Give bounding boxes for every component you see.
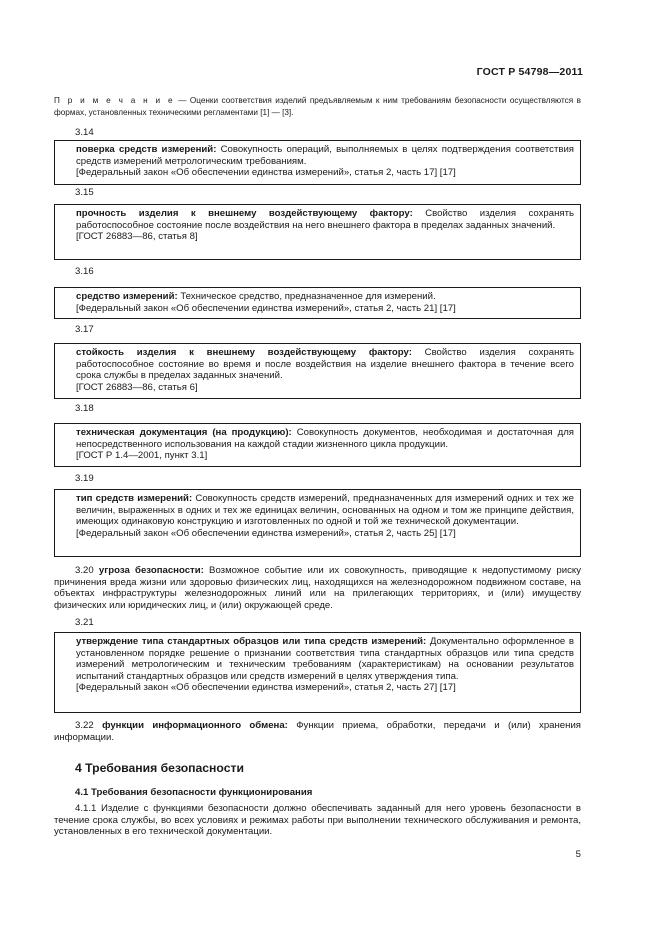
term-name: средство измерений:	[76, 291, 178, 302]
note-label: П р и м е ч а н и е	[54, 96, 175, 105]
term-definition-box	[54, 287, 581, 319]
term-definition: Документально оформленное в установленном порядке решение о признании соответствия типа стандартных образцов или типа средств измерений метрологическим и техническим требованиям (характеристикам) на основании результатов испытаний стандартных образцов или средств измерений в целях утверждения типа.	[76, 636, 574, 682]
term-source: [ГОСТ 26883—86, статья 8]	[76, 231, 198, 243]
term-source: [Федеральный закон «Об обеспечении единства измерений», статья 2, часть 25] [17]	[76, 527, 456, 539]
term-name: функции информационного обмена:	[102, 720, 288, 731]
term-paragraph	[54, 720, 581, 743]
term-name: угроза безопасности:	[98, 565, 204, 576]
term-definition: Совокупность документов, необходимая и достаточная для непосредственного использования на каждой стадии жизненного цикла продукции.	[76, 427, 574, 450]
term-definition-box	[54, 632, 581, 713]
subsection-heading: 4.1 Требования безопасности функционирования	[75, 787, 313, 798]
term-number: 3.21	[75, 617, 94, 628]
term-name: техническая документация (на продукцию):	[76, 427, 292, 438]
term-text	[76, 208, 574, 231]
term-text	[76, 291, 436, 302]
term-definition-box	[54, 140, 581, 185]
term-source: [Федеральный закон «Об обеспечении единства измерений», статья 2, часть 21] [17]	[76, 302, 456, 314]
term-number: 3.19	[75, 473, 94, 484]
term-text	[76, 427, 574, 450]
term-definition-box	[54, 423, 581, 467]
term-definition: Техническое средство, предназначенное для измерений.	[177, 291, 436, 302]
term-source: [ГОСТ Р 1.4—2001, пункт 3.1]	[76, 450, 208, 462]
document-header: ГОСТ Р 54798—2011	[476, 66, 583, 78]
section-heading: 4 Требования безопасности	[75, 761, 244, 775]
term-definition: Свойство изделия сохранять работоспособное состояние после воздействия на него внешнего фактора в пределах заданных значений.	[76, 208, 574, 231]
term-name: утверждение типа стандартных образцов или типа средств измерений:	[76, 636, 427, 647]
term-definition-box	[54, 204, 581, 260]
note-paragraph	[54, 95, 581, 119]
term-definition-box	[54, 343, 581, 399]
term-name: прочность изделия к внешнему воздействующему фактору:	[76, 208, 413, 219]
term-definition: Функции приема, обработки, передачи и (или) хранения информации.	[54, 720, 581, 743]
term-text	[76, 347, 574, 381]
term-definition: Совокупность операций, выполняемых в целях подтверждения соответствия средств измерений метрологическим требованиям.	[76, 144, 575, 167]
term-source: [Федеральный закон «Об обеспечении единства измерений», статья 2, часть 27] [17]	[76, 682, 456, 694]
term-number: 3.16	[75, 266, 94, 277]
term-source: [Федеральный закон «Об обеспечении единства измерений», статья 2, часть 17] [17]	[76, 167, 456, 179]
term-definition: Свойство изделия сохранять работоспособное состояние во время и после воздействия на изделие внешнего фактора в течение всего срока службы в пределах заданных значений.	[76, 347, 574, 382]
term-definition-box	[54, 489, 581, 557]
note-text: — Оценки соответствия изделий предъявляемым к ним требованиям безопасности осуществляются в формах, установленных техническими регламентами [1] — [3].	[54, 96, 581, 117]
term-number: 3.17	[75, 324, 94, 335]
term-number: 3.14	[75, 127, 94, 138]
term-text	[76, 144, 574, 167]
term-name: тип средств измерений:	[76, 493, 193, 504]
term-number: 3.20	[75, 565, 94, 576]
page-number: 5	[575, 849, 581, 860]
term-source: [ГОСТ 26883—86, статья 6]	[76, 381, 198, 393]
term-name: поверка средств измерений:	[76, 144, 217, 155]
term-number: 3.22	[75, 720, 94, 731]
term-text	[76, 636, 574, 682]
term-number: 3.15	[75, 187, 94, 198]
term-definition: Совокупность средств измерений, предназначенных для измерений одних и тех же величин, выраженных в одних и тех же единицах величин, основанных на одном и том же принципе действия, имеющих одинаковую конструкцию и изготовленных по одной и той же технической документации.	[76, 493, 574, 528]
term-paragraph	[54, 565, 581, 611]
term-number: 3.18	[75, 403, 94, 414]
term-definition: Возможное событие или их совокупность, приводящие к недопустимому риску причинения вреда жизни или здоровью физических лиц, находящихся на железнодорожном подвижном составе, на объектах инфраструктуры железнодорожных линий или на прилегающих территориях, и (или) имуществу физических или юридических лиц, и (или) окружающей среде.	[54, 565, 582, 611]
term-text	[76, 493, 574, 527]
term-name: стойкость изделия к внешнему воздействующему фактору:	[76, 347, 412, 358]
body-paragraph: 4.1.1 Изделие с функциями безопасности должно обеспечивать заданный для него уровень безопасности в течение срока службы, во всех условиях и режимах работы при выполнении технического обслуживания и ремонта, установленных в его технической документации.	[54, 803, 581, 838]
